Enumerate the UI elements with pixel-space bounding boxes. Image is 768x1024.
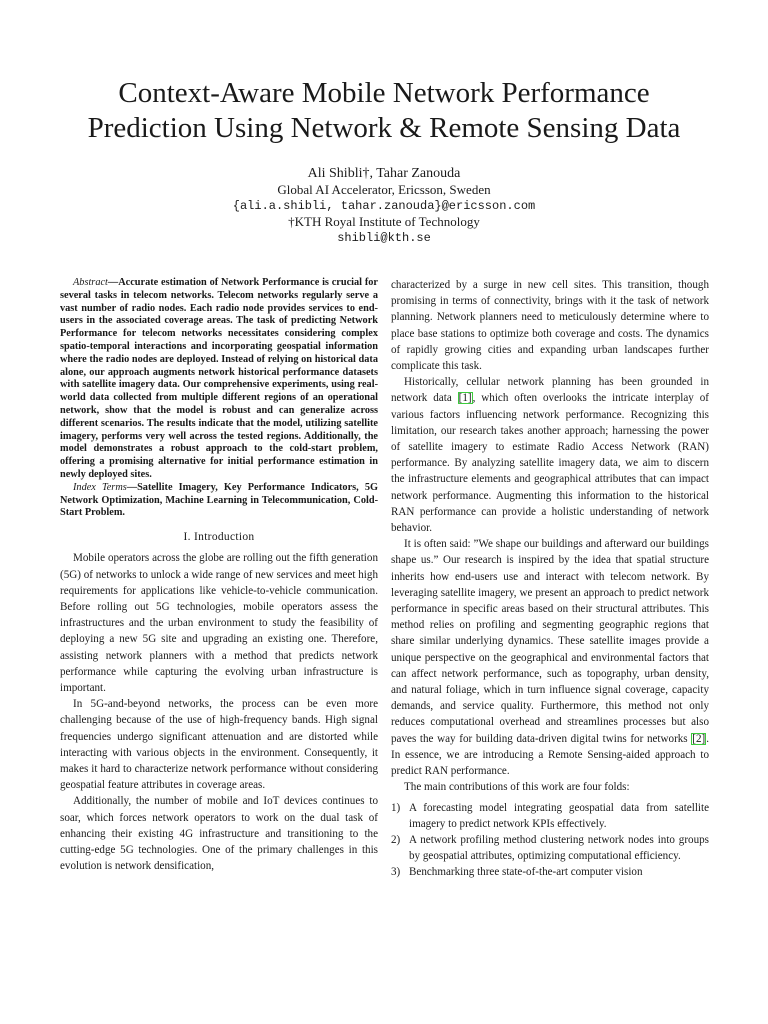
- abstract-text: —Accurate estimation of Network Performance is crucial for several tasks in telecom networks. Telecom networks regularly serve a vast number of radio nodes. Each radio node provides services to end-users in the associated coverage areas. The task of predicting Network Performance for telecom networks necessitates considering complex spatio-temporal interactions and incorporating geospatial information where the radio nodes are deployed. Instead of relying on historical data alone, our approach augments network historical performance datasets with satellite imagery data. Our comprehensive experiments, using real-world data collected from multiple different regions of an operational network, show that the model is robust and can generalize across different scenarios. The results indicate that the model, utilizing satellite imagery, performs very well across the tested regions. Additionally, the model demonstrates a robust approach to the cold-start problem, offering a promising alternative for initial performance estimation in newly deployed sites.: [60, 277, 378, 480]
- left-column: [60, 277, 378, 874]
- right-column: [391, 277, 709, 881]
- abstract-label: Abstract: [73, 277, 108, 288]
- list-item-number: 2): [391, 833, 401, 846]
- right-paragraph-1: characterized by a surge in new cell sites. This transition, though promising in terms of connectivity, brings with it the task of network planning. Network planners need to meticulously determine where to place base stations to optimize both coverage and costs. The dynamics of rapidly growing cities and expanding urban landscapes further complicate this task.: [391, 279, 709, 373]
- para3-text-a: It is often said: ”We shape our buildings and afterward our buildings shape us.” Our research is inspired by the idea that spatial structure inherits how end-users use and interact with telecom network. By leveraging satellite imagery, we present an approach to predict network performance in specific areas based on their structural attributes. This method relies on profiling and segmenting geographic regions that share similar underlying dynamics. These satellite images provide a unique perspective on the geographical and environmental factors that can affect network performance, such as topography, urban density, and natural foliage, which in turn influence signal coverage, capacity demands, and service quality. Furthermore, this method not only reduces computational overhead and streamlines processes but also paves the way for building data-driven digital twins for networks: [391, 538, 709, 745]
- title-line-1: Context-Aware Mobile Network Performance: [118, 77, 650, 109]
- list-item-number: 3): [391, 866, 401, 879]
- email-ericsson: {ali.a.shibli, tahar.zanouda}@ericsson.com: [232, 199, 536, 213]
- affiliation-ericsson: Global AI Accelerator, Ericsson, Sweden: [277, 182, 491, 197]
- index-terms-label: Index Terms: [73, 481, 127, 493]
- author-block: [0, 166, 768, 246]
- title-line-2: Prediction Using Network & Remote Sensing Data: [87, 112, 681, 144]
- paper-title: [0, 76, 768, 146]
- index-terms-text: —Satellite Imagery, Key Performance Indicators, 5G Network Optimization, Machine Learning in Telecommunication, Cold-Start Problem.: [60, 481, 378, 519]
- para3-text-b: . In essence, we are introducing a Remote Sensing-aided approach to predict RAN performance.: [391, 732, 709, 778]
- intro-paragraph-1: Mobile operators across the globe are rolling out the fifth generation (5G) of networks to unlock a wide range of new services and meet high requirements for applications like vehicle-to-vehicle communication. Before rolling out 5G technologies, mobile operators assess the infrastructures and the urban environment to study the feasibility of deploying a new 5G site and upgrading an existing one. Therefore, assisting network planners with a method that predicts network performance while capturing the evolving urban infrastructure is important.: [60, 552, 378, 694]
- abstract: [60, 277, 378, 520]
- right-paragraph-2: [391, 374, 709, 536]
- intro-paragraph-3: Additionally, the number of mobile and IoT devices continues to soar, which forces network operators to work on the dual task of enhancing their existing 4G infrastructure and transitioning to the cutting-edge 5G technologies. One of the primary challenges in this evolution is network densification,: [60, 795, 378, 873]
- para2-text-a: Historically, cellular network planning has been grounded in network data: [391, 376, 709, 405]
- affiliation-kth: †KTH Royal Institute of Technology: [288, 214, 480, 229]
- list-item: [391, 800, 709, 832]
- citation-link-1[interactable]: [1]: [458, 392, 472, 405]
- intro-paragraph-2: In 5G-and-beyond networks, the process can be even more challenging because of the use of high-frequency bands. High signal frequencies undergo significant attenuation and are distorted while interacting with various objects in the environment. Consequently, it makes it hard to characterize network performance without considering geospatial feature attributes in coverage areas.: [60, 698, 378, 792]
- right-paragraph-3: [391, 536, 709, 779]
- right-paragraph-4: The main contributions of this work are four folds:: [404, 781, 630, 794]
- abstract-paragraph: [60, 277, 378, 482]
- citation-link-2[interactable]: [2]: [692, 732, 706, 745]
- index-terms: [60, 482, 378, 520]
- list-item-text: A forecasting model integrating geospatial data from satellite imagery to predict network KPIs effectively.: [409, 801, 709, 830]
- section-heading-introduction: I. Introduction: [183, 531, 255, 544]
- list-item: [391, 832, 709, 864]
- list-item-text: Benchmarking three state-of-the-art computer vision: [409, 866, 643, 879]
- list-item-text: A network profiling method clustering network nodes into groups by geospatial attributes, optimizing computational efficiency.: [409, 833, 709, 863]
- email-kth: shibli@kth.se: [337, 231, 431, 245]
- author-names: Ali Shibli†, Tahar Zanouda: [307, 166, 461, 181]
- para2-text-b: , which often overlooks the intricate interplay of various factors influencing network performance. Recognizing this limitation, our research takes another approach; harnessing the power of satellite imagery to estimate Radio Access Network (RAN) performance. By analyzing satellite imagery data, we aim to discern the infrastructure elements and geographical attributes that can impact network performance. Augmenting this information to the historical RAN performance can provide a holistic understanding of network behavior.: [391, 392, 709, 535]
- list-item-number: 1): [391, 801, 401, 814]
- list-item: [391, 864, 709, 880]
- contributions-list: [391, 800, 709, 881]
